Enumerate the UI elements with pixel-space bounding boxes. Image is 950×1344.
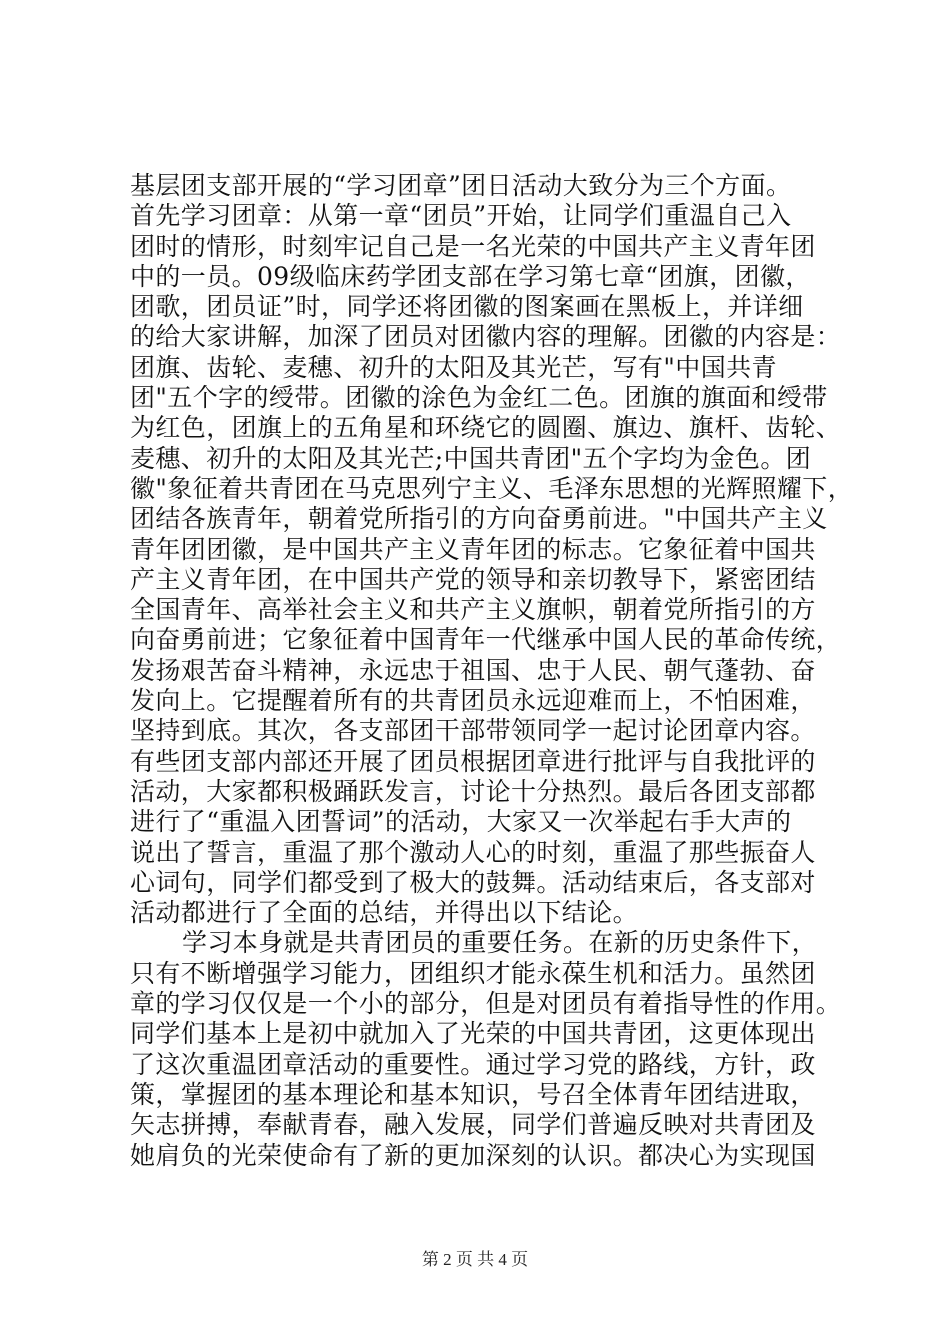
text-line: 团"五个字的绶带。团徽的涂色为金红二色。团旗的旗面和绶带 bbox=[130, 383, 828, 413]
body-text bbox=[130, 171, 860, 1171]
paragraph bbox=[130, 928, 860, 1170]
text-line: 团旗、齿轮、麦穗、初升的太阳及其光芒，写有"中国共青 bbox=[130, 352, 777, 382]
text-line: 坚持到底。其次，各支部团干部带领同学一起讨论团章内容。 bbox=[130, 716, 816, 746]
text-line: 中的一员。09级临床药学团支部在学习第七章“团旗，团徽， bbox=[130, 261, 811, 291]
text-line: 麦穗、初升的太阳及其光芒;中国共青团"五个字均为金色。团 bbox=[130, 443, 812, 473]
text-line: 发向上。它提醒着所有的共青团员永远迎难而上，不怕困难， bbox=[130, 686, 816, 716]
text-line: 青年团团徽，是中国共产主义青年团的标志。它象征着中国共 bbox=[130, 534, 816, 564]
text-line: 她肩负的光荣使命有了新的更加深刻的认识。都决心为实现国 bbox=[130, 1140, 816, 1170]
text-line: 同学们基本上是初中就加入了光荣的中国共青团，这更体现出 bbox=[130, 1019, 816, 1049]
text-line: 矢志拼搏，奉献青春，融入发展，同学们普遍反映对共青团及 bbox=[130, 1110, 816, 1140]
text-line: 有些团支部内部还开展了团员根据团章进行批评与自我批评的 bbox=[130, 746, 816, 776]
text-line: 团结各族青年，朝着党所指引的方向奋勇前进。"中国共产主义 bbox=[130, 504, 828, 534]
text-line: 策，掌握团的基本理论和基本知识，号召全体青年团结进取， bbox=[130, 1079, 816, 1109]
text-line: 基层团支部开展的“学习团章”团日活动大致分为三个方面。 bbox=[130, 171, 792, 200]
text-line: 章的学习仅仅是一个小的部分，但是对团员有着指导性的作用。 bbox=[130, 989, 842, 1019]
text-line: 向奋勇前进；它象征着中国青年一代继承中国人民的革命传统， bbox=[130, 625, 842, 655]
text-line: 活动，大家都积极踊跃发言，讨论十分热烈。最后各团支部都 bbox=[130, 776, 816, 806]
text-line: 心词句，同学们都受到了极大的鼓舞。活动结束后，各支部对 bbox=[130, 867, 816, 897]
text-line: 的给大家讲解，加深了团员对团徽内容的理解。团徽的内容是： bbox=[130, 322, 842, 352]
text-line: 首先学习团章：从第一章“团员”开始，让同学们重温自己入 bbox=[130, 201, 792, 231]
paragraph bbox=[130, 171, 860, 928]
text-line: 学习本身就是共青团员的重要任务。在新的历史条件下， bbox=[182, 928, 818, 958]
text-line: 为红色，团旗上的五角星和环绕它的圆圈、旗边、旗杆、齿轮、 bbox=[130, 413, 842, 443]
text-line: 进行了“重温入团誓词”的活动，大家又一次举起右手大声的 bbox=[130, 807, 792, 837]
text-line: 全国青年、高举社会主义和共产主义旗帜，朝着党所指引的方 bbox=[130, 595, 816, 625]
text-line: 说出了誓言，重温了那个激动人心的时刻，重温了那些振奋人 bbox=[130, 837, 816, 867]
text-line: 发扬艰苦奋斗精神，永远忠于祖国、忠于人民、朝气蓬勃、奋 bbox=[130, 655, 816, 685]
text-line: 活动都进行了全面的总结，并得出以下结论。 bbox=[130, 898, 639, 928]
text-line: 团时的情形，时刻牢记自己是一名光荣的中国共产主义青年团 bbox=[130, 231, 816, 261]
text-line: 徽"象征着共青团在马克思列宁主义、毛泽东思想的光辉照耀下， bbox=[130, 473, 854, 503]
text-line: 只有不断增强学习能力，团组织才能永葆生机和活力。虽然团 bbox=[130, 958, 816, 988]
page-footer: 第 2 页 共 4 页 bbox=[421, 1250, 529, 1269]
text-line: 团歌，团员证”时，同学还将团徽的图案画在黑板上，并详细 bbox=[130, 292, 804, 322]
text-line: 产主义青年团，在中国共产党的领导和亲切教导下，紧密团结 bbox=[130, 564, 816, 594]
text-line: 了这次重温团章活动的重要性。通过学习党的路线，方针，政 bbox=[130, 1049, 816, 1079]
